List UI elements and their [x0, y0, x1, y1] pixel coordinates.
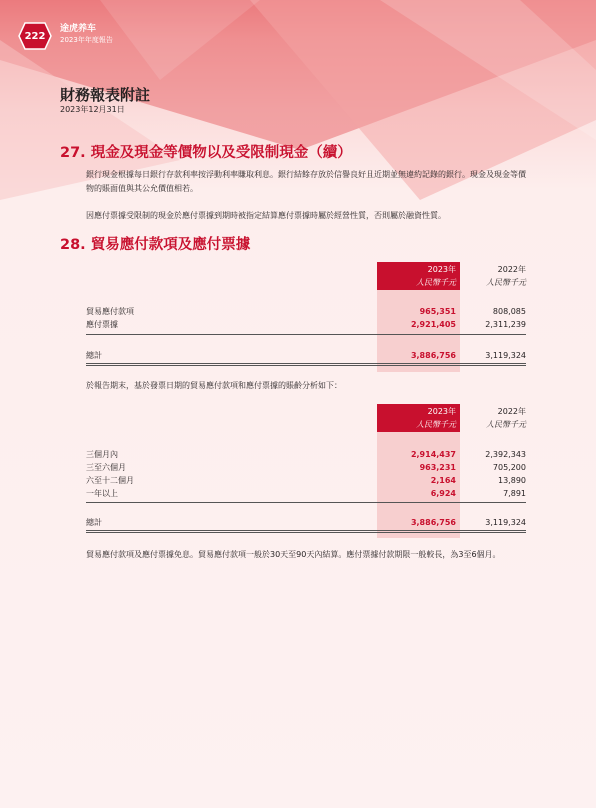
row-label: 三個月內	[86, 450, 118, 459]
brand-block	[60, 24, 113, 45]
subtotal-rule	[86, 334, 526, 335]
total-label: 總計	[86, 351, 102, 360]
row-prior-value: 7,891	[503, 489, 526, 498]
current-year-header	[377, 262, 460, 290]
subtotal-rule	[86, 502, 526, 503]
total-double-rule	[86, 365, 526, 366]
row-current-value: 2,921,405	[410, 320, 456, 329]
section-27-paragraph-2: 因應付票據受限制的現金於應付票據到期時被指定結算應付票據時屬於經營性質，否則屬於融資性質。	[86, 211, 446, 220]
row-label: 應付票據	[86, 320, 118, 329]
table-row	[86, 306, 526, 318]
prior-year-unit: 人民幣千元	[486, 278, 526, 287]
page-number-badge	[18, 22, 52, 50]
row-prior-value: 2,311,239	[485, 320, 526, 329]
report-name: 2023年年度報告	[60, 36, 113, 44]
current-year-header	[377, 404, 460, 432]
row-current-value: 2,914,437	[410, 450, 456, 459]
prior-year-label: 2022年	[497, 265, 526, 274]
row-prior-value: 705,200	[492, 463, 526, 472]
total-double-rule	[86, 532, 526, 533]
row-prior-value: 13,890	[498, 476, 526, 485]
table-total-row	[86, 517, 526, 529]
row-prior-value: 2,392,343	[485, 450, 526, 459]
section-27-title: 27. 現金及現金等價物以及受限制現金（續）	[60, 145, 352, 161]
row-label: 一年以上	[86, 489, 118, 498]
page-title: 財務報表附註	[60, 86, 151, 104]
current-year-unit: 人民幣千元	[416, 420, 456, 429]
row-current-value: 963,231	[419, 463, 456, 472]
prior-year-header	[460, 262, 526, 290]
table-row	[86, 488, 526, 500]
total-label: 總計	[86, 518, 102, 527]
section-27-paragraph-1: 銀行現金根據每日銀行存款利率按浮動利率賺取利息。銀行結餘存放於信譽良好且近期並無違約記錄的銀行。現金及現金等價物的賬面值與其公允價值相若。	[86, 170, 526, 193]
row-prior-value: 808,085	[492, 307, 526, 316]
total-rule	[86, 363, 526, 364]
current-year-label: 2023年	[427, 265, 456, 274]
aging-intro: 於報告期末，基於發票日期的貿易應付款項和應付票據的賬齡分析如下：	[86, 381, 342, 390]
prior-year-label: 2022年	[497, 407, 526, 416]
table-row	[86, 475, 526, 487]
prior-year-header	[460, 404, 526, 432]
total-current-value: 3,886,756	[410, 351, 456, 360]
table-total-row	[86, 350, 526, 362]
row-current-value: 965,351	[419, 307, 456, 316]
current-year-unit: 人民幣千元	[416, 278, 456, 287]
row-label: 六至十二個月	[86, 476, 134, 485]
table-row	[86, 319, 526, 331]
company-name: 途虎养车	[60, 24, 97, 34]
row-current-value: 2,164	[430, 476, 456, 485]
aging-table	[86, 404, 526, 538]
table-row	[86, 449, 526, 461]
total-prior-value: 3,119,324	[485, 518, 526, 527]
payables-table	[86, 262, 526, 372]
page-date: 2023年12月31日	[60, 105, 125, 114]
row-current-value: 6,924	[430, 489, 456, 498]
prior-year-unit: 人民幣千元	[486, 420, 526, 429]
row-label: 貿易應付款項	[86, 307, 134, 316]
section-28-title: 28. 貿易應付款項及應付票據	[60, 237, 251, 253]
page-number: 222	[24, 30, 46, 42]
total-current-value: 3,886,756	[410, 518, 456, 527]
total-rule	[86, 530, 526, 531]
footnote: 貿易應付款項及應付票據免息。貿易應付款項一般於30天至90天內結算。應付票據付款期限一般較長，為3至6個月。	[86, 550, 501, 559]
row-label: 三至六個月	[86, 463, 126, 472]
table-row	[86, 462, 526, 474]
total-prior-value: 3,119,324	[485, 351, 526, 360]
current-year-label: 2023年	[427, 407, 456, 416]
